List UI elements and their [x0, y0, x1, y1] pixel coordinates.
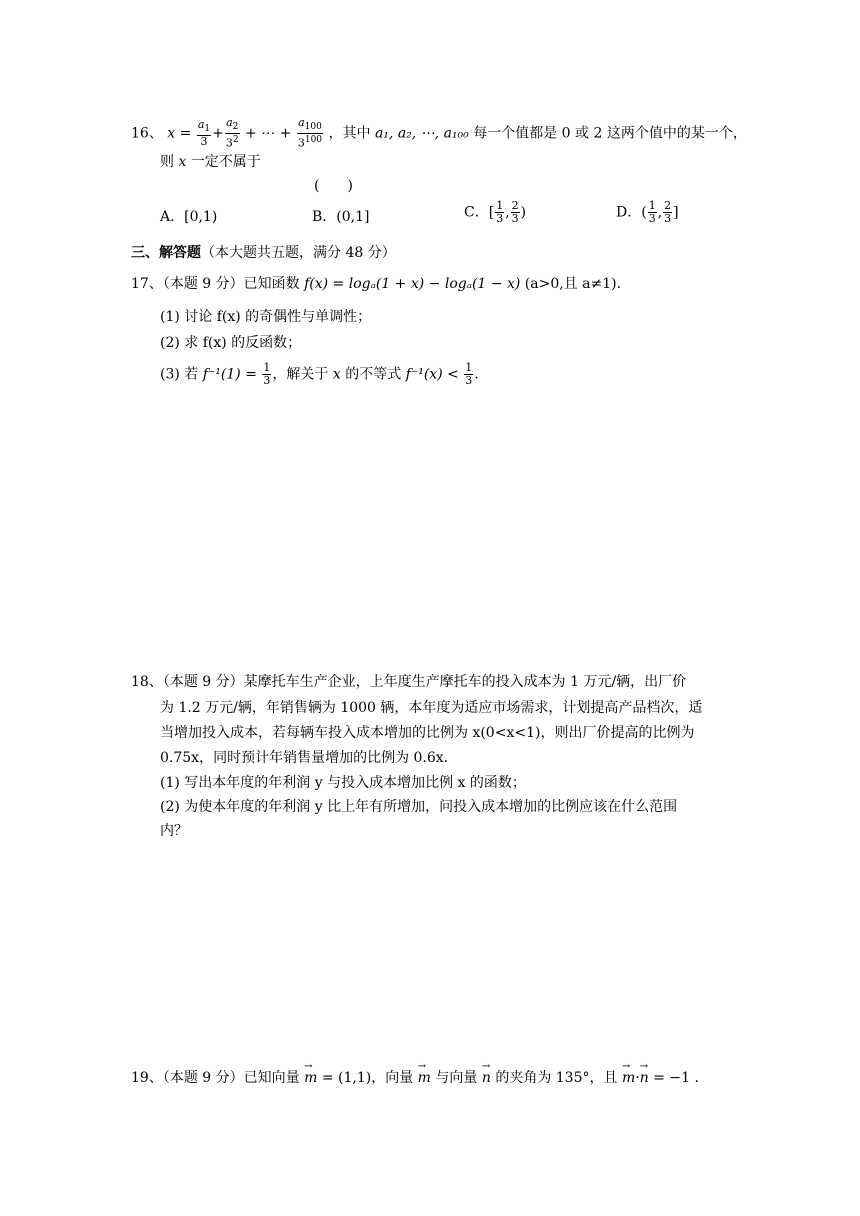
vector-n: → n	[482, 1068, 491, 1088]
q17-head: （本题 9 分）已知函数	[162, 276, 300, 292]
q17-part2: (2) 求 f(x) 的反函数；	[160, 335, 302, 351]
q19-line1: 19、（本题 9 分）已知向量 → m = (1,1)，向量 → m 与向量 → n 的夹角为 135°，且 → m·→ n = −1 .	[131, 1068, 699, 1088]
q18-part1: (1) 写出本年度的年利润 y 与投入成本增加比例 x 的函数；	[160, 775, 526, 791]
vector-m-3: → m	[622, 1068, 635, 1088]
q16-line2-var: x	[178, 154, 187, 170]
q16-number: 16、	[131, 125, 163, 142]
q16-option-b: B．(0,1]	[312, 209, 370, 225]
q16-line2	[160, 152, 261, 172]
q16-line2-text: 则	[160, 154, 174, 170]
section-note: （本大题共五题，满分 48 分）	[201, 245, 396, 261]
q16-vars: a₁, a₂, ⋯, a₁₀₀	[374, 125, 469, 142]
q16-frac1: $\frac{a_1}{3}$	[197, 117, 211, 149]
vector-n-2: → n	[640, 1068, 649, 1088]
q16-after: ，其中	[328, 125, 371, 142]
vector-m-2: → m	[418, 1068, 431, 1088]
q18-number: 18、	[131, 674, 163, 690]
section-title: 三、解答题	[131, 245, 201, 261]
q18-part2-cont: 内？	[160, 823, 188, 839]
q18-line3: 当增加投入成本，若每辆车投入成本增加的比例为 x(0<x<1)，则出厂价提高的比例为	[160, 725, 695, 741]
q17-number: 17、	[131, 276, 163, 292]
q19-number: 19、	[131, 1070, 163, 1086]
q18-line1	[131, 672, 686, 692]
q17-line1	[131, 274, 621, 294]
q17-part3: (3) 若 f⁻¹(1) = $\frac{1}{3}$ ，解关于 x 的不等式 f⁻¹(x) < $\frac{1}{3}$ .	[160, 361, 479, 387]
q16-dots: + ⋯ +	[245, 125, 292, 142]
q18-text: （本题 9 分）某摩托车生产企业，上年度生产摩托车的投入成本为 1 万元/辆，出厂价	[162, 674, 687, 690]
q16-answer-blank: ( )	[314, 178, 353, 194]
section-heading	[131, 243, 396, 263]
q18-line4: 0.75x，同时预计年销售量增加的比例为 0.6x.	[160, 750, 449, 766]
q18-part2: (2) 为使本年度的年利润 y 比上年有所增加，问投入成本增加的比例应该在什么范围	[160, 799, 678, 815]
q16-option-c: C．[ $\frac{1}{3}$ , $\frac{2}{3}$ )	[464, 199, 527, 225]
q16-option-a: A．[0,1)	[160, 209, 218, 225]
q17-formula: f(x) = logₐ(1 + x) − logₐ(1 − x)	[304, 276, 521, 292]
q16-option-d: D．( $\frac{1}{3}$ , $\frac{2}{3}$ ]	[616, 199, 679, 225]
q16-frac100: $\frac{a_{100}}{3^{100}}$	[297, 116, 323, 150]
q16-line2-text2: 一定不属于	[190, 154, 261, 170]
q16-prefix: x =	[167, 125, 192, 142]
q16-line1: 16、 x = $\frac{a_1}{3}$ + $\frac{a_2}{3^2}$ + ⋯ + $\frac{a_{100}}{3^{100}}$ ，其中 a₁, a₂, ⋯, a₁₀₀ 每一个值都是 0 或 2 这两个值中的某一个，	[131, 116, 747, 150]
q18-line2: 为 1.2 万元/辆，年销售辆为 1000 辆，本年度为适应市场需求，计划提高产品档次，适	[160, 700, 703, 716]
q16-frac2: $\frac{a_2}{3^2}$	[225, 116, 239, 150]
q17-condition: (a>0,且 a≠1).	[524, 276, 622, 292]
q17-part1: (1) 讨论 f(x) 的奇偶性与单调性；	[160, 309, 372, 325]
vector-m: → m	[304, 1068, 317, 1088]
q16-rest: 每一个值都是 0 或 2 这两个值中的某一个，	[473, 125, 747, 142]
